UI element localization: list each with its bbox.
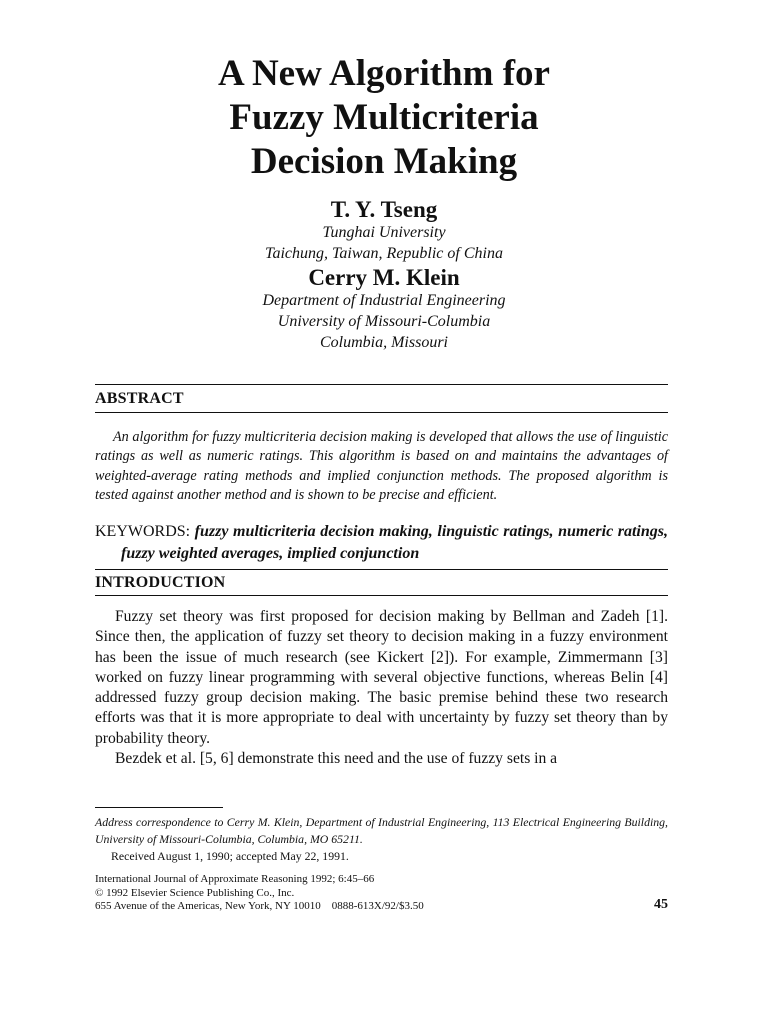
received-dates: Received August 1, 1990; accepted May 22, 1991.: [111, 849, 349, 863]
author-name: Cerry M. Klein: [308, 265, 460, 290]
paper-title: [0, 52, 768, 184]
section-rule: [95, 569, 668, 570]
correspondence-address: Address correspondence to Cerry M. Klein, Department of Industrial Engineering, 113 Electrical Engineering Building, University of Missouri-Columbia, Columbia, MO 65211.: [95, 815, 668, 846]
affiliation-line: Taichung, Taiwan, Republic of China: [265, 245, 503, 262]
keywords-list: fuzzy multicriteria decision making, linguistic ratings, numeric ratings, fuzzy weighted averages, implied conjunction: [121, 523, 668, 562]
journal-info: [95, 873, 668, 914]
author-affiliation: [0, 222, 768, 264]
journal-line: International Journal of Approximate Reasoning 1992; 6:45–66: [95, 873, 375, 885]
section-rule: [95, 412, 668, 413]
affiliation-line: Tunghai University: [322, 224, 446, 241]
title-line: Decision Making: [250, 141, 518, 182]
paragraph: Fuzzy set theory was first proposed for decision making by Bellman and Zadeh [1]. Since then, the application of fuzzy set theory to decision making in a fuzzy environment has been the issue of much research (see Kickert [2]). For example, Zimmermann [3] worked on fuzzy linear programming with several objective functions, whereas Belin [4] addressed fuzzy group decision making. The basic premise behind these two research efforts was that it is more appropriate to deal with uncertainty by fuzzy set theory than by probability theory.: [95, 608, 668, 747]
section-rule: [95, 384, 668, 385]
paragraph: Bezdek et al. [5, 6] demonstrate this need and the use of fuzzy sets in a: [115, 750, 558, 768]
keywords-label: KEYWORDS:: [95, 523, 191, 540]
affiliation-line: Department of Industrial Engineering: [262, 292, 506, 309]
footnote-rule: [95, 807, 223, 808]
affiliation-line: Columbia, Missouri: [319, 334, 448, 351]
abstract-heading: ABSTRACT: [95, 390, 184, 407]
introduction-body: [95, 607, 668, 769]
journal-line: 655 Avenue of the Americas, New York, NY 10010 0888-613X/92/$3.50: [95, 900, 424, 912]
footnote: [95, 814, 668, 865]
author-affiliation: [0, 290, 768, 353]
journal-line: © 1992 Elsevier Science Publishing Co., Inc.: [95, 886, 295, 899]
abstract-text: An algorithm for fuzzy multicriteria decision making is developed that allows the use of linguistic ratings as well as numeric ratings. This algorithm is based on and maintains the advantages of weighted-average rating methods and implied conjunction methods. The proposed algorithm is tested against another method and is shown to be precise and efficient.: [95, 429, 668, 503]
section-rule: [95, 595, 668, 596]
title-line: Fuzzy Multicriteria: [229, 97, 539, 138]
affiliation-line: University of Missouri-Columbia: [277, 313, 491, 330]
title-line: A New Algorithm for: [218, 53, 550, 94]
author-name: T. Y. Tseng: [330, 197, 438, 222]
page-number: 45: [654, 897, 668, 912]
keywords: [95, 521, 668, 565]
introduction-heading: INTRODUCTION: [95, 574, 226, 591]
